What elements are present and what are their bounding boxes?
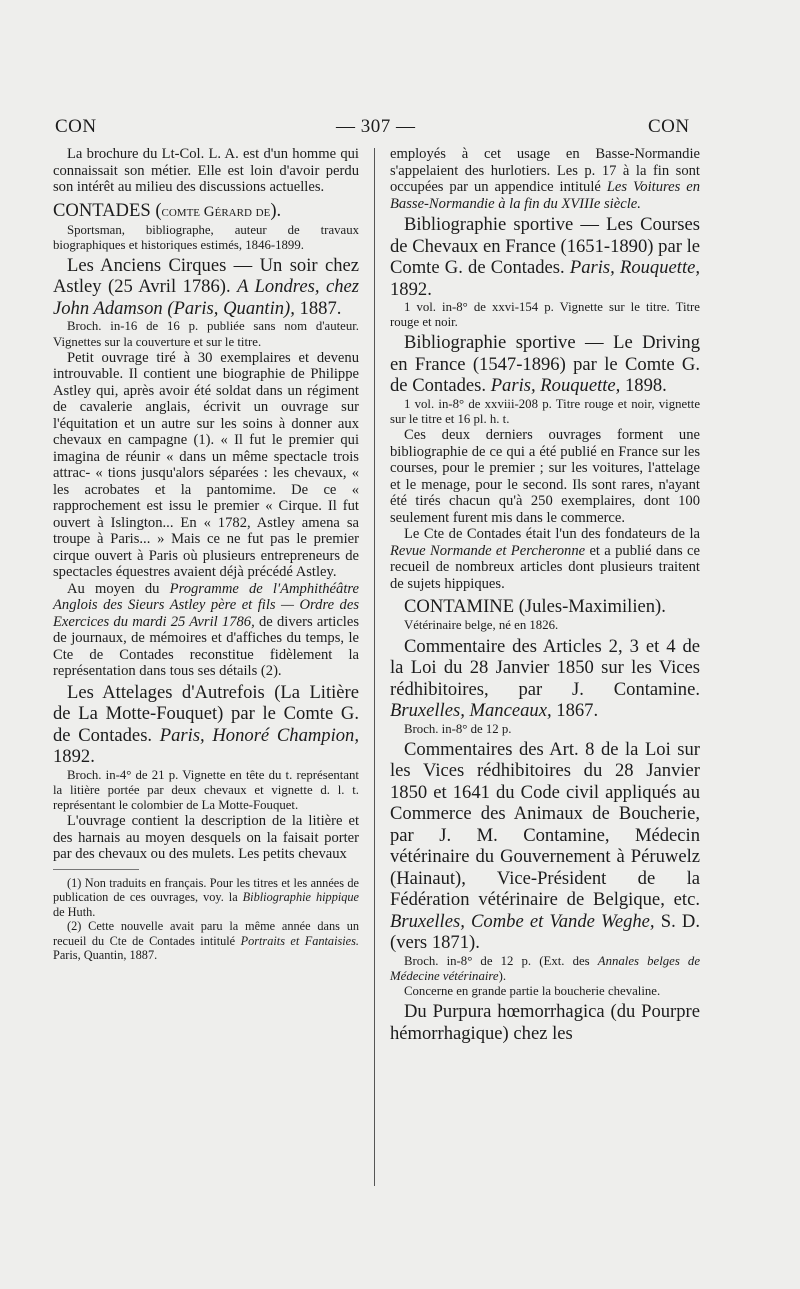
title-text: Commentaires des Art. 8 de la Loi sur les Vices rédhibitoires du 28 Janvier 1850 et 1641 du Code civil appliqués au Commerce des Animaux de Boucherie, par J. M. Contamine, Médecin vétérinaire du Gouvernement à Péruwelz (Hainaut), Vice-Président de la Fédération vétérinaire de Belgique, etc. [390, 738, 700, 911]
notes-text-end: de divers articles de journaux, de mémoires et d'affiches du temps, le Cte de Contades reconstitue fidèlement la représentation dans tous ses détails (2). [53, 613, 360, 680]
work-title-attelages [53, 682, 359, 768]
footnote-2 [53, 919, 359, 962]
footnote-text: (1) Non traduits en français. Pour les titres et les années de publication de ces ouvrages, voy. la [53, 875, 359, 905]
title-year: 1892. [390, 278, 432, 300]
work-format-attelages: Broch. in-4° de 21 p. Vignette en tête du t. représentant la litière portée par deux chevaux et vignette d. l. t. représentant le colombier de La Motte-Fouquet. [53, 767, 359, 813]
notes-text: Au moyen du [67, 580, 160, 597]
footnote-italic: Portraits et Fantaisies. [240, 933, 360, 948]
page-number: — 307 — [336, 116, 416, 137]
author-description-contamine: Vétérinaire belge, né en 1826. [404, 618, 559, 633]
intro-paragraph: La brochure du Lt-Col. L. A. est d'un homme qui connaissait son métier. Elle est loin d'avoir perdu son intérêt au milieu des discussions actuelles. [53, 146, 359, 195]
work-notes-revue [390, 526, 700, 592]
notes-italic: Revue Normande et Percheronne [390, 542, 586, 559]
work-title-driving [390, 332, 700, 397]
continued-paragraph [390, 146, 700, 212]
work-notes-commentaires: Concerne en grande partie la boucherie chevaline. [404, 984, 661, 999]
author-description: Sportsman, bibliographe, auteur de travaux biographiques et historiques estimés, 1846-1899. [53, 222, 359, 252]
footnote-text: (2) Cette nouvelle avait paru la même année dans un recueil du Cte de Contades intitulé [53, 919, 359, 948]
footnote-end: de Huth. [53, 904, 96, 919]
title-year: 1867. [556, 700, 599, 722]
title-year: 1898. [624, 375, 667, 397]
heading-smallcaps: comte Gérard de [161, 203, 271, 220]
entry-heading-contades [53, 200, 359, 223]
work-format-courses: 1 vol. in-8° de xxvi-154 p. Vignette sur le titre. Titre rouge et noir. [390, 300, 700, 330]
title-imprint: Paris, Honoré Champion, [159, 724, 359, 746]
title-text: Bibliographie sportive — Les Courses de Chevaux en France (1651-1890) par le Comte G. de Contades. [390, 214, 700, 278]
title-imprint: Bruxelles, Combe et Vande Weghe, [390, 910, 655, 932]
title-text: Bibliographie sportive — Le Driving en France (1547-1896) par le Comte G. de Contades. [390, 332, 700, 397]
title-text: Les Anciens Cirques — Un soir chez Astley (25 Avril 1786). [53, 254, 359, 298]
work-format-commentaire: Broch. in-8° de 12 p. [404, 721, 512, 736]
title-year: 1892. [53, 746, 95, 768]
para-text: employés à cet usage en Basse-Normandie s'appelaient des hurlotiers. Les p. 17 à la fin sont occupées par un appendice intitulé [390, 146, 700, 195]
work-notes-cirques: Petit ouvrage tiré à 30 exemplaires et devenu introuvable. Il contient une biographie de Philippe Astley qui, après avoir été soldat dans un régiment de cavalerie anglais, écrivit un ouvrage sur l'équitation et un autre sur les soins à donner aux chevaux en campagne (1). « Il fut le premier qui imagina de réunir « dans un même spectacle trois attrac- « tions jusqu'alors séparées : les chevaux, « les acrobates et la pantomime. De ce « rapprochement est issu le premier « Cirque. Il fut ouvert à Islington... En « 1782, Astley amena sa troupe à Paris... » Mais ce ne fut pas le premier cirque ouvert à Paris où plusieurs entrepreneurs de spectacles équestres avaient déjà précédé Astley. [53, 349, 359, 581]
left-column [53, 146, 359, 962]
entry-heading-contamine: CONTAMINE (Jules-Maximilien). [404, 596, 666, 618]
heading-end: ). [270, 199, 282, 221]
title-year: 1887. [299, 297, 342, 319]
para-italic: Les Voitures en Basse-Normandie à la fin du XVIIIe siècle. [390, 179, 700, 212]
column-divider [374, 148, 375, 1186]
work-title-commentaire [390, 636, 700, 722]
work-title-commentaires [390, 739, 700, 954]
notes-italic: Programme de l'Amphithéâtre Anglois des Sieurs Astley père et fils — Ordre des Exercices du mardi 25 Avril 1786, [53, 580, 360, 630]
right-column [390, 146, 700, 1044]
heading-text: CONTADES ( [53, 199, 162, 221]
format-end: ). [498, 968, 507, 983]
footnote-1 [53, 876, 359, 919]
running-header-left: CON [55, 116, 97, 137]
notes-text: Le Cte de Contades était l'un des fondateurs de la [404, 526, 700, 543]
work-notes-driving: Ces deux derniers ouvrages forment une bibliographie de ce qui a été publié en France sur les courses, pour le premier ; sur les voitures, l'attelage et le menage, pour le second. Ils sont rares, n'ayant été tirés chacun qu'à 250 exemplaires, dont 100 seulement furent mis dans le commerce. [390, 427, 700, 526]
notes-text-end: et a publié dans ce recueil de nombreux articles dont plusieurs traitent de sujets hippiques. [390, 542, 700, 592]
work-title-cirques [53, 255, 359, 320]
work-format-commentaires [390, 954, 700, 984]
work-title-purpura: Du Purpura hœmorrhagica (du Pourpre hémorrhagique) chez les [390, 1001, 700, 1044]
format-text: Broch. in-8° de 12 p. (Ext. des [404, 953, 590, 968]
work-notes-programme [53, 581, 359, 680]
title-text: Commentaire des Articles 2, 3 et 4 de la Loi du 28 Janvier 1850 sur les Vices rédhibitoires, par J. Contamine. [390, 635, 700, 700]
title-text: Les Attelages d'Autrefois (La Litière de La Motte-Fouquet) par le Comte G. de Contades. [53, 681, 359, 746]
title-imprint: A Londres, chez John Adamson (Paris, Quantin), [53, 276, 359, 319]
format-italic: Annales belges de Médecine vétérinaire [390, 953, 701, 983]
work-notes-attelages: L'ouvrage contient la description de la litière et des harnais au moyen desquels on la faisait porter par des chevaux ou des mulets. Les petits chevaux [53, 813, 359, 863]
title-imprint: Bruxelles, Manceaux, [390, 700, 552, 722]
running-header-right: CON [648, 116, 690, 137]
work-title-courses [390, 214, 700, 300]
title-year: S. D. (vers 1871). [390, 910, 700, 954]
footnote-end: Paris, Quantin, 1887. [53, 947, 158, 962]
work-format-driving: 1 vol. in-8° de xxviii-208 p. Titre rouge et noir, vignette sur le titre et 16 pl. h. t. [390, 396, 700, 427]
footnote-italic: Bibliographie hippique [242, 890, 360, 905]
title-imprint: Paris, Rouquette, [490, 375, 621, 397]
footnote-separator [53, 869, 139, 870]
work-format-cirques: Broch. in-16 de 16 p. publiée sans nom d'auteur. Vignettes sur la couverture et sur le titre. [53, 319, 359, 349]
title-imprint: Paris, Rouquette, [569, 257, 701, 278]
